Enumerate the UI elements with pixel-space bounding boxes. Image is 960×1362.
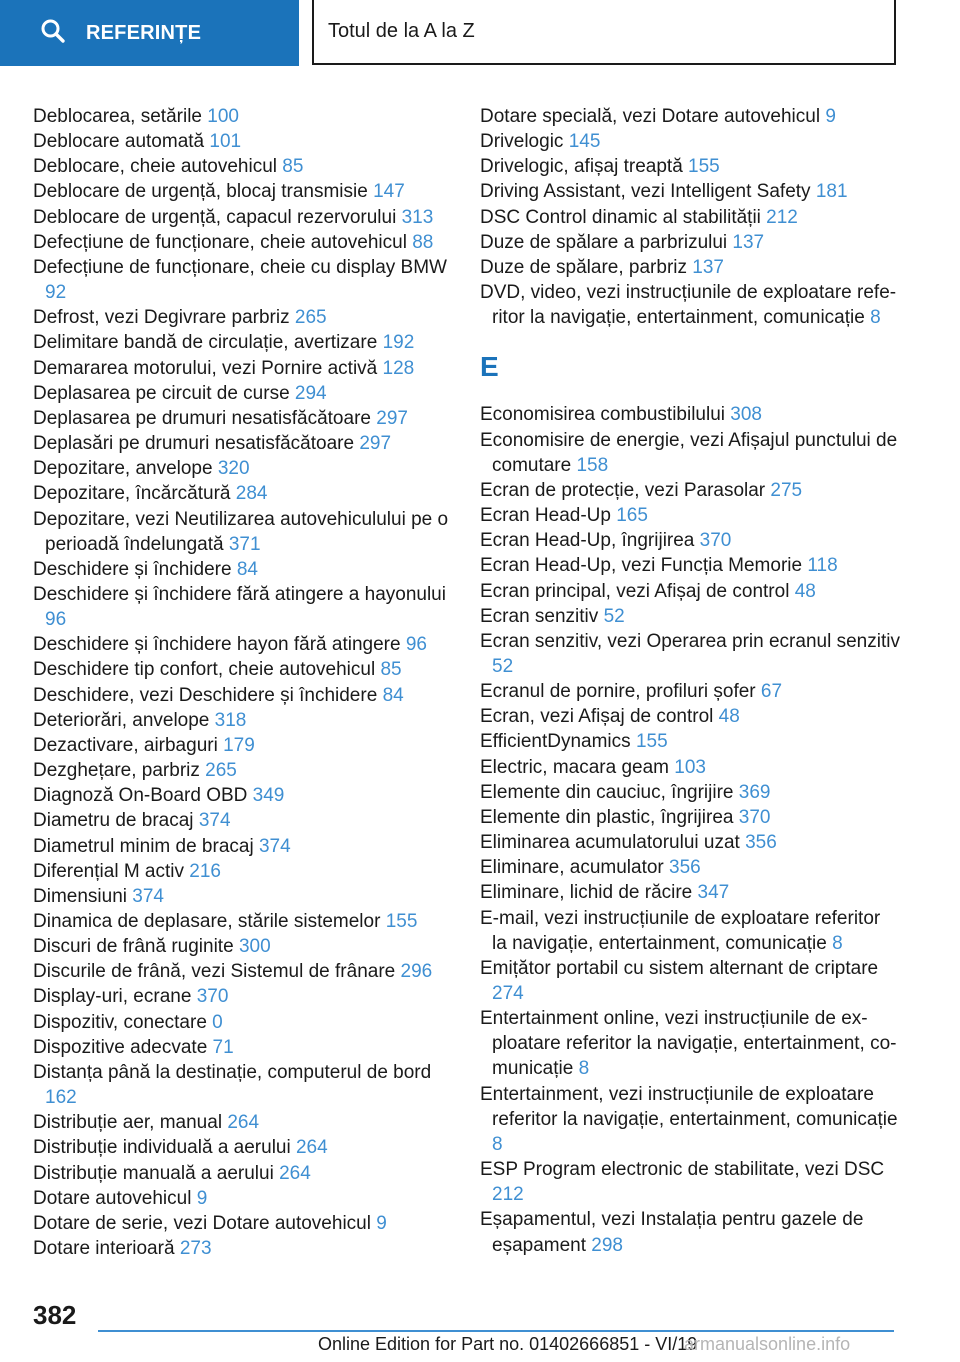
page-link[interactable]: 9 — [196, 1187, 208, 1209]
entry-text: Deschidere și închidere fără atingere a hayonului — [33, 583, 446, 605]
index-entry — [33, 1110, 463, 1135]
page-link[interactable]: 273 — [179, 1238, 212, 1260]
page-link[interactable]: 8 — [870, 307, 881, 329]
page-link[interactable]: 96 — [405, 634, 427, 656]
index-entry — [33, 1010, 463, 1035]
index-entry — [33, 582, 463, 632]
entry-text: Ecran Head-Up, vezi Funcția Memorie — [480, 555, 803, 577]
entry-text: Eliminare, lichid de răcire — [480, 882, 693, 904]
page-link[interactable]: 145 — [568, 131, 601, 153]
page-link[interactable]: 374 — [132, 885, 164, 907]
index-entry — [33, 104, 463, 129]
page-link[interactable]: 265 — [205, 760, 237, 782]
index-entry — [33, 884, 463, 909]
entry-text: Dimensiuni — [33, 885, 127, 907]
page-link[interactable]: 9 — [825, 106, 836, 127]
entry-text: Entertainment, vezi instrucțiunile de exploatare referitor la navigație, entertainment, comunicație — [480, 1083, 898, 1130]
index-entry — [480, 255, 900, 280]
page-link[interactable]: 85 — [282, 156, 304, 178]
entry-text: Distribuție aer, manual — [33, 1112, 223, 1134]
page-link[interactable]: 347 — [697, 882, 730, 904]
page-link[interactable]: 296 — [400, 961, 433, 983]
entry-text: Drivelogic, afișaj treaptă — [480, 156, 683, 178]
page-link[interactable]: 370 — [196, 986, 229, 1008]
page-link[interactable]: 297 — [376, 407, 408, 429]
index-entry — [33, 557, 463, 582]
page-link[interactable]: 370 — [699, 530, 732, 552]
section-title: Totul de la A la Z — [312, 0, 896, 65]
page-link[interactable]: 165 — [616, 505, 648, 527]
index-entry — [33, 733, 463, 758]
page-link[interactable]: 374 — [258, 835, 291, 857]
entry-text: Diametru de bracaj — [33, 810, 194, 832]
entry-text: Ecranul de pornire, profiluri șofer — [480, 681, 756, 703]
page-link[interactable]: 48 — [718, 706, 740, 728]
index-entry — [480, 880, 900, 905]
entry-text: Electric, macara geam — [480, 756, 670, 778]
index-entry — [33, 1186, 463, 1211]
entry-text: Deblocare de urgență, blocaj transmisie — [33, 181, 368, 203]
index-entry — [480, 402, 900, 427]
index-entry — [33, 205, 463, 230]
page-link[interactable]: 158 — [576, 454, 609, 476]
page-link[interactable]: 356 — [745, 832, 777, 854]
entry-text: Deblocare de urgență, capacul rezervorului — [33, 206, 397, 228]
page-link[interactable]: 216 — [189, 860, 221, 882]
entry-text: Dotare interioară — [33, 1238, 175, 1260]
page-link[interactable]: 84 — [382, 684, 404, 706]
page-link[interactable]: 356 — [669, 857, 701, 879]
index-entry — [33, 657, 463, 682]
page-link[interactable]: 265 — [294, 307, 327, 329]
index-entry — [480, 1082, 900, 1157]
page-link[interactable]: 118 — [807, 555, 838, 577]
index-entry — [33, 431, 463, 456]
index-entry — [480, 805, 900, 830]
entry-text: Deplasări pe drumuri nesatisfăcătoare — [33, 433, 355, 455]
index-entry — [480, 104, 900, 129]
page-link[interactable]: 370 — [738, 806, 771, 828]
index-entry — [480, 906, 900, 956]
index-entry — [33, 859, 463, 884]
page-link[interactable]: 369 — [738, 781, 771, 803]
watermark: armanualsonline.info — [684, 1334, 851, 1354]
index-entry — [33, 330, 463, 355]
index-column-right — [480, 104, 900, 1258]
index-entry — [33, 959, 463, 984]
entry-text: Deplasarea pe drumuri nesatisfăcătoare — [33, 407, 371, 429]
entry-text: Duze de spălare a parbrizului — [480, 231, 728, 253]
index-entry — [33, 507, 463, 557]
page-link[interactable]: 374 — [198, 810, 231, 832]
search-icon — [40, 18, 66, 49]
page-link[interactable]: 137 — [692, 256, 724, 278]
entry-text: E-mail, vezi instrucțiunile de exploatare referitor la navigație, entertainment, comunicație — [480, 907, 881, 954]
entry-text: Eliminarea acumulatorului uzat — [480, 832, 740, 854]
entry-text: DSC Control dinamic al stabilității — [480, 206, 761, 228]
entry-text: Distanța până la destinație, computerul de bord — [33, 1061, 432, 1083]
page-link[interactable]: 298 — [591, 1234, 623, 1256]
entry-text: Defecțiune de funcționare, cheie cu display BMW — [33, 256, 447, 278]
index-entry — [480, 1006, 900, 1081]
index-entry — [33, 481, 463, 506]
index-entry — [480, 478, 900, 503]
index-entry — [33, 154, 463, 179]
page-link[interactable]: 264 — [227, 1112, 260, 1134]
entry-text: ESP Program electronic de stabilitate, vezi DSC — [480, 1159, 885, 1181]
index-entry — [33, 356, 463, 381]
index-entry — [480, 855, 900, 880]
entry-text: Ecran, vezi Afișaj de control — [480, 706, 714, 728]
entry-text: Ecran senzitiv, vezi Operarea prin ecranul senzitiv — [480, 630, 900, 652]
entry-text: Diametrul minim de bracaj — [33, 835, 254, 857]
page-link[interactable]: 349 — [252, 785, 285, 807]
page-link[interactable]: 155 — [688, 156, 720, 178]
entry-text: Emițător portabil cu sistem alternant de criptare — [480, 957, 879, 979]
index-entry — [33, 708, 463, 733]
page-link[interactable]: 371 — [228, 533, 261, 555]
page-link[interactable]: 88 — [412, 231, 434, 253]
entry-text: Defrost, vezi Degivrare parbriz — [33, 307, 290, 329]
entry-text: Deschidere și închidere hayon fără atingere — [33, 634, 401, 656]
page-link[interactable]: 192 — [382, 332, 415, 354]
index-entry — [33, 1035, 463, 1060]
page-link[interactable]: 212 — [766, 206, 798, 228]
page-link[interactable]: 294 — [294, 382, 327, 404]
entry-text: Dinamica de deplasare, stările sistemelor — [33, 911, 381, 932]
page-link[interactable]: 8 — [832, 932, 843, 954]
entry-text: Deblocarea, setările — [33, 106, 202, 127]
entry-text: Driving Assistant, vezi Intelligent Safety — [480, 181, 811, 203]
index-entry — [480, 755, 900, 780]
index-list-d — [480, 104, 900, 330]
index-entry — [480, 179, 900, 204]
page-link[interactable]: 103 — [674, 756, 706, 778]
entry-text: Dispozitiv, conectare — [33, 1011, 207, 1033]
index-entry — [33, 758, 463, 783]
entry-text: Discuri de frână ruginite — [33, 936, 234, 958]
entry-text: Economisire de energie, vezi Afișajul punctului de comutare — [480, 429, 898, 476]
page-link[interactable]: 212 — [492, 1184, 524, 1206]
page-link[interactable]: 92 — [45, 282, 67, 304]
index-entry — [480, 629, 900, 679]
index-entry — [480, 780, 900, 805]
index-entry — [480, 154, 900, 179]
index-entry — [33, 305, 463, 330]
page-link[interactable]: 9 — [376, 1212, 387, 1234]
entry-text: Deschidere și închidere — [33, 558, 232, 580]
index-entry — [33, 683, 463, 708]
page-header — [0, 0, 960, 66]
page-link[interactable]: 320 — [217, 458, 250, 480]
index-entry — [480, 1207, 900, 1257]
index-entry — [33, 230, 463, 255]
index-entry — [33, 381, 463, 406]
references-tab-label: REFERINȚE — [86, 21, 202, 44]
section-letter: E — [480, 351, 499, 383]
entry-text: Dispozitive adecvate — [33, 1036, 208, 1058]
entry-text: Deteriorări, anvelope — [33, 709, 210, 731]
index-entry — [33, 1135, 463, 1160]
page-link[interactable]: 84 — [236, 558, 258, 580]
index-entry — [33, 808, 463, 833]
index-entry — [480, 553, 900, 578]
index-entry — [480, 205, 900, 230]
index-entry — [480, 428, 900, 478]
index-list-e — [480, 402, 900, 1257]
page-link[interactable]: 300 — [238, 936, 271, 958]
page-link[interactable]: 101 — [209, 131, 242, 153]
index-entry — [33, 406, 463, 431]
page-link[interactable]: 8 — [578, 1058, 590, 1080]
entry-text: Dezghețare, parbriz — [33, 760, 200, 782]
page-link[interactable]: 71 — [212, 1036, 234, 1058]
entry-text: Defecțiune de funcționare, cheie autovehicul — [33, 231, 407, 253]
entry-text: Drivelogic — [480, 131, 564, 153]
index-entry — [480, 679, 900, 704]
page-link[interactable]: 318 — [214, 709, 247, 731]
entry-text: Elemente din cauciuc, îngrijire — [480, 781, 734, 803]
entry-text: Distribuție manuală a aerului — [33, 1162, 274, 1184]
entry-text: Dotare specială, vezi Dotare autovehicul — [480, 106, 821, 127]
entry-text: Diferențial M activ — [33, 860, 184, 882]
index-entry — [33, 1161, 463, 1186]
entry-text: Ecran senzitiv — [480, 605, 599, 627]
index-entry — [33, 255, 463, 305]
page-link[interactable]: 264 — [279, 1162, 311, 1184]
page-link[interactable]: 297 — [359, 433, 392, 455]
page-link[interactable]: 179 — [223, 734, 255, 756]
index-entry — [33, 632, 463, 657]
index-entry — [33, 129, 463, 154]
entry-text: Dotare de serie, vezi Dotare autovehicul — [33, 1212, 371, 1234]
entry-text: Duze de spălare, parbriz — [480, 256, 687, 278]
page-link[interactable]: 52 — [603, 605, 625, 627]
entry-text: Deblocare automată — [33, 131, 205, 153]
index-entry — [33, 984, 463, 1009]
page-link[interactable]: 0 — [212, 1011, 223, 1033]
entry-text: Entertainment online, vezi instrucțiunile de exploatare referitor la navigație, entertainment, comunicație — [480, 1008, 897, 1080]
edition-text: Online Edition for Part no. 01402666851 - VI/19 — [318, 1334, 698, 1354]
entry-text: Diagnoză On-Board OBD — [33, 785, 248, 807]
entry-text: Dotare autovehicul — [33, 1187, 192, 1209]
index-entry — [33, 179, 463, 204]
entry-text: Eșapamentul, vezi Instalația pentru gazele de eșapament — [480, 1209, 864, 1256]
index-entry — [480, 830, 900, 855]
page-link[interactable]: 96 — [45, 609, 67, 631]
page-link[interactable]: 308 — [730, 404, 762, 426]
footer-rule — [98, 1330, 894, 1332]
page-link[interactable]: 284 — [235, 483, 268, 505]
page-link[interactable]: 128 — [382, 357, 415, 379]
entry-text: Depozitare, încărcătură — [33, 483, 231, 505]
index-entry — [480, 280, 900, 330]
page-link[interactable]: 275 — [770, 479, 803, 501]
index-entry — [480, 604, 900, 629]
entry-text: Deschidere tip confort, cheie autovehicul — [33, 659, 376, 681]
entry-text: Ecran Head-Up, îngrijirea — [480, 530, 695, 552]
page-link[interactable]: 85 — [380, 659, 402, 681]
page-link[interactable]: 147 — [373, 181, 405, 203]
entry-text: Display-uri, ecrane — [33, 986, 192, 1008]
page-link[interactable]: 155 — [635, 731, 668, 753]
entry-text: Depozitare, vezi Neutilizarea autovehiculului pe o perioadă îndelungată — [33, 508, 449, 555]
page-link[interactable]: 52 — [492, 655, 514, 677]
entry-text: Ecran principal, vezi Afișaj de control — [480, 580, 790, 602]
page-link[interactable]: 313 — [401, 206, 434, 228]
index-entry — [33, 834, 463, 859]
entry-text: Elemente din plastic, îngrijirea — [480, 806, 734, 828]
entry-text: Dezactivare, airbaguri — [33, 734, 218, 756]
index-entry — [33, 934, 463, 959]
entry-text: Eliminare, acumulator — [480, 857, 664, 879]
entry-text: Discurile de frână, vezi Sistemul de frânare — [33, 961, 396, 983]
entry-text: Distribuție individuală a aerului — [33, 1137, 291, 1159]
index-entry — [33, 909, 463, 934]
index-entry — [33, 1060, 463, 1110]
index-entry — [480, 704, 900, 729]
page-link[interactable]: 137 — [732, 231, 765, 253]
index-column-left — [33, 104, 463, 1261]
entry-text: EfficientDynamics — [480, 731, 631, 753]
index-entry — [480, 729, 900, 754]
entry-text: Deblocare, cheie autovehicul — [33, 156, 277, 178]
page-link[interactable]: 155 — [385, 911, 418, 932]
entry-text: Deschidere, vezi Deschidere și închidere — [33, 684, 378, 706]
page-link[interactable]: 162 — [45, 1087, 77, 1109]
entry-text: Delimitare bandă de circulație, avertizare — [33, 332, 378, 354]
page-link[interactable]: 274 — [492, 983, 524, 1004]
page-link[interactable]: 8 — [492, 1133, 503, 1155]
index-entry — [33, 456, 463, 481]
entry-text: Depozitare, anvelope — [33, 458, 213, 480]
index-entry — [480, 129, 900, 154]
page-link[interactable]: 181 — [815, 181, 848, 203]
index-entry — [480, 579, 900, 604]
references-tab[interactable] — [0, 0, 299, 66]
entry-text: Ecran de protecție, vezi Parasolar — [480, 479, 766, 501]
entry-text: Deplasarea pe circuit de curse — [33, 382, 290, 404]
index-entry — [480, 1157, 900, 1207]
index-entry — [480, 230, 900, 255]
page-link[interactable]: 67 — [760, 681, 783, 703]
index-entry — [33, 1236, 463, 1261]
page-link[interactable]: 100 — [207, 106, 239, 127]
entry-text: Demararea motorului, vezi Pornire activă — [33, 357, 378, 379]
index-entry — [480, 956, 900, 1006]
index-entry — [33, 783, 463, 808]
index-entry — [480, 503, 900, 528]
entry-text: Economisirea combustibilului — [480, 404, 725, 426]
entry-text: Ecran Head-Up — [480, 505, 611, 527]
page-link[interactable]: 264 — [295, 1137, 328, 1159]
entry-text: DVD, video, vezi instrucțiunile de exploatare referitor la navigație, entertainment, comunicație — [480, 282, 897, 329]
index-entry — [33, 1211, 463, 1236]
page-number: 382 — [33, 1300, 77, 1330]
page-link[interactable]: 48 — [794, 580, 816, 602]
index-entry — [480, 528, 900, 553]
